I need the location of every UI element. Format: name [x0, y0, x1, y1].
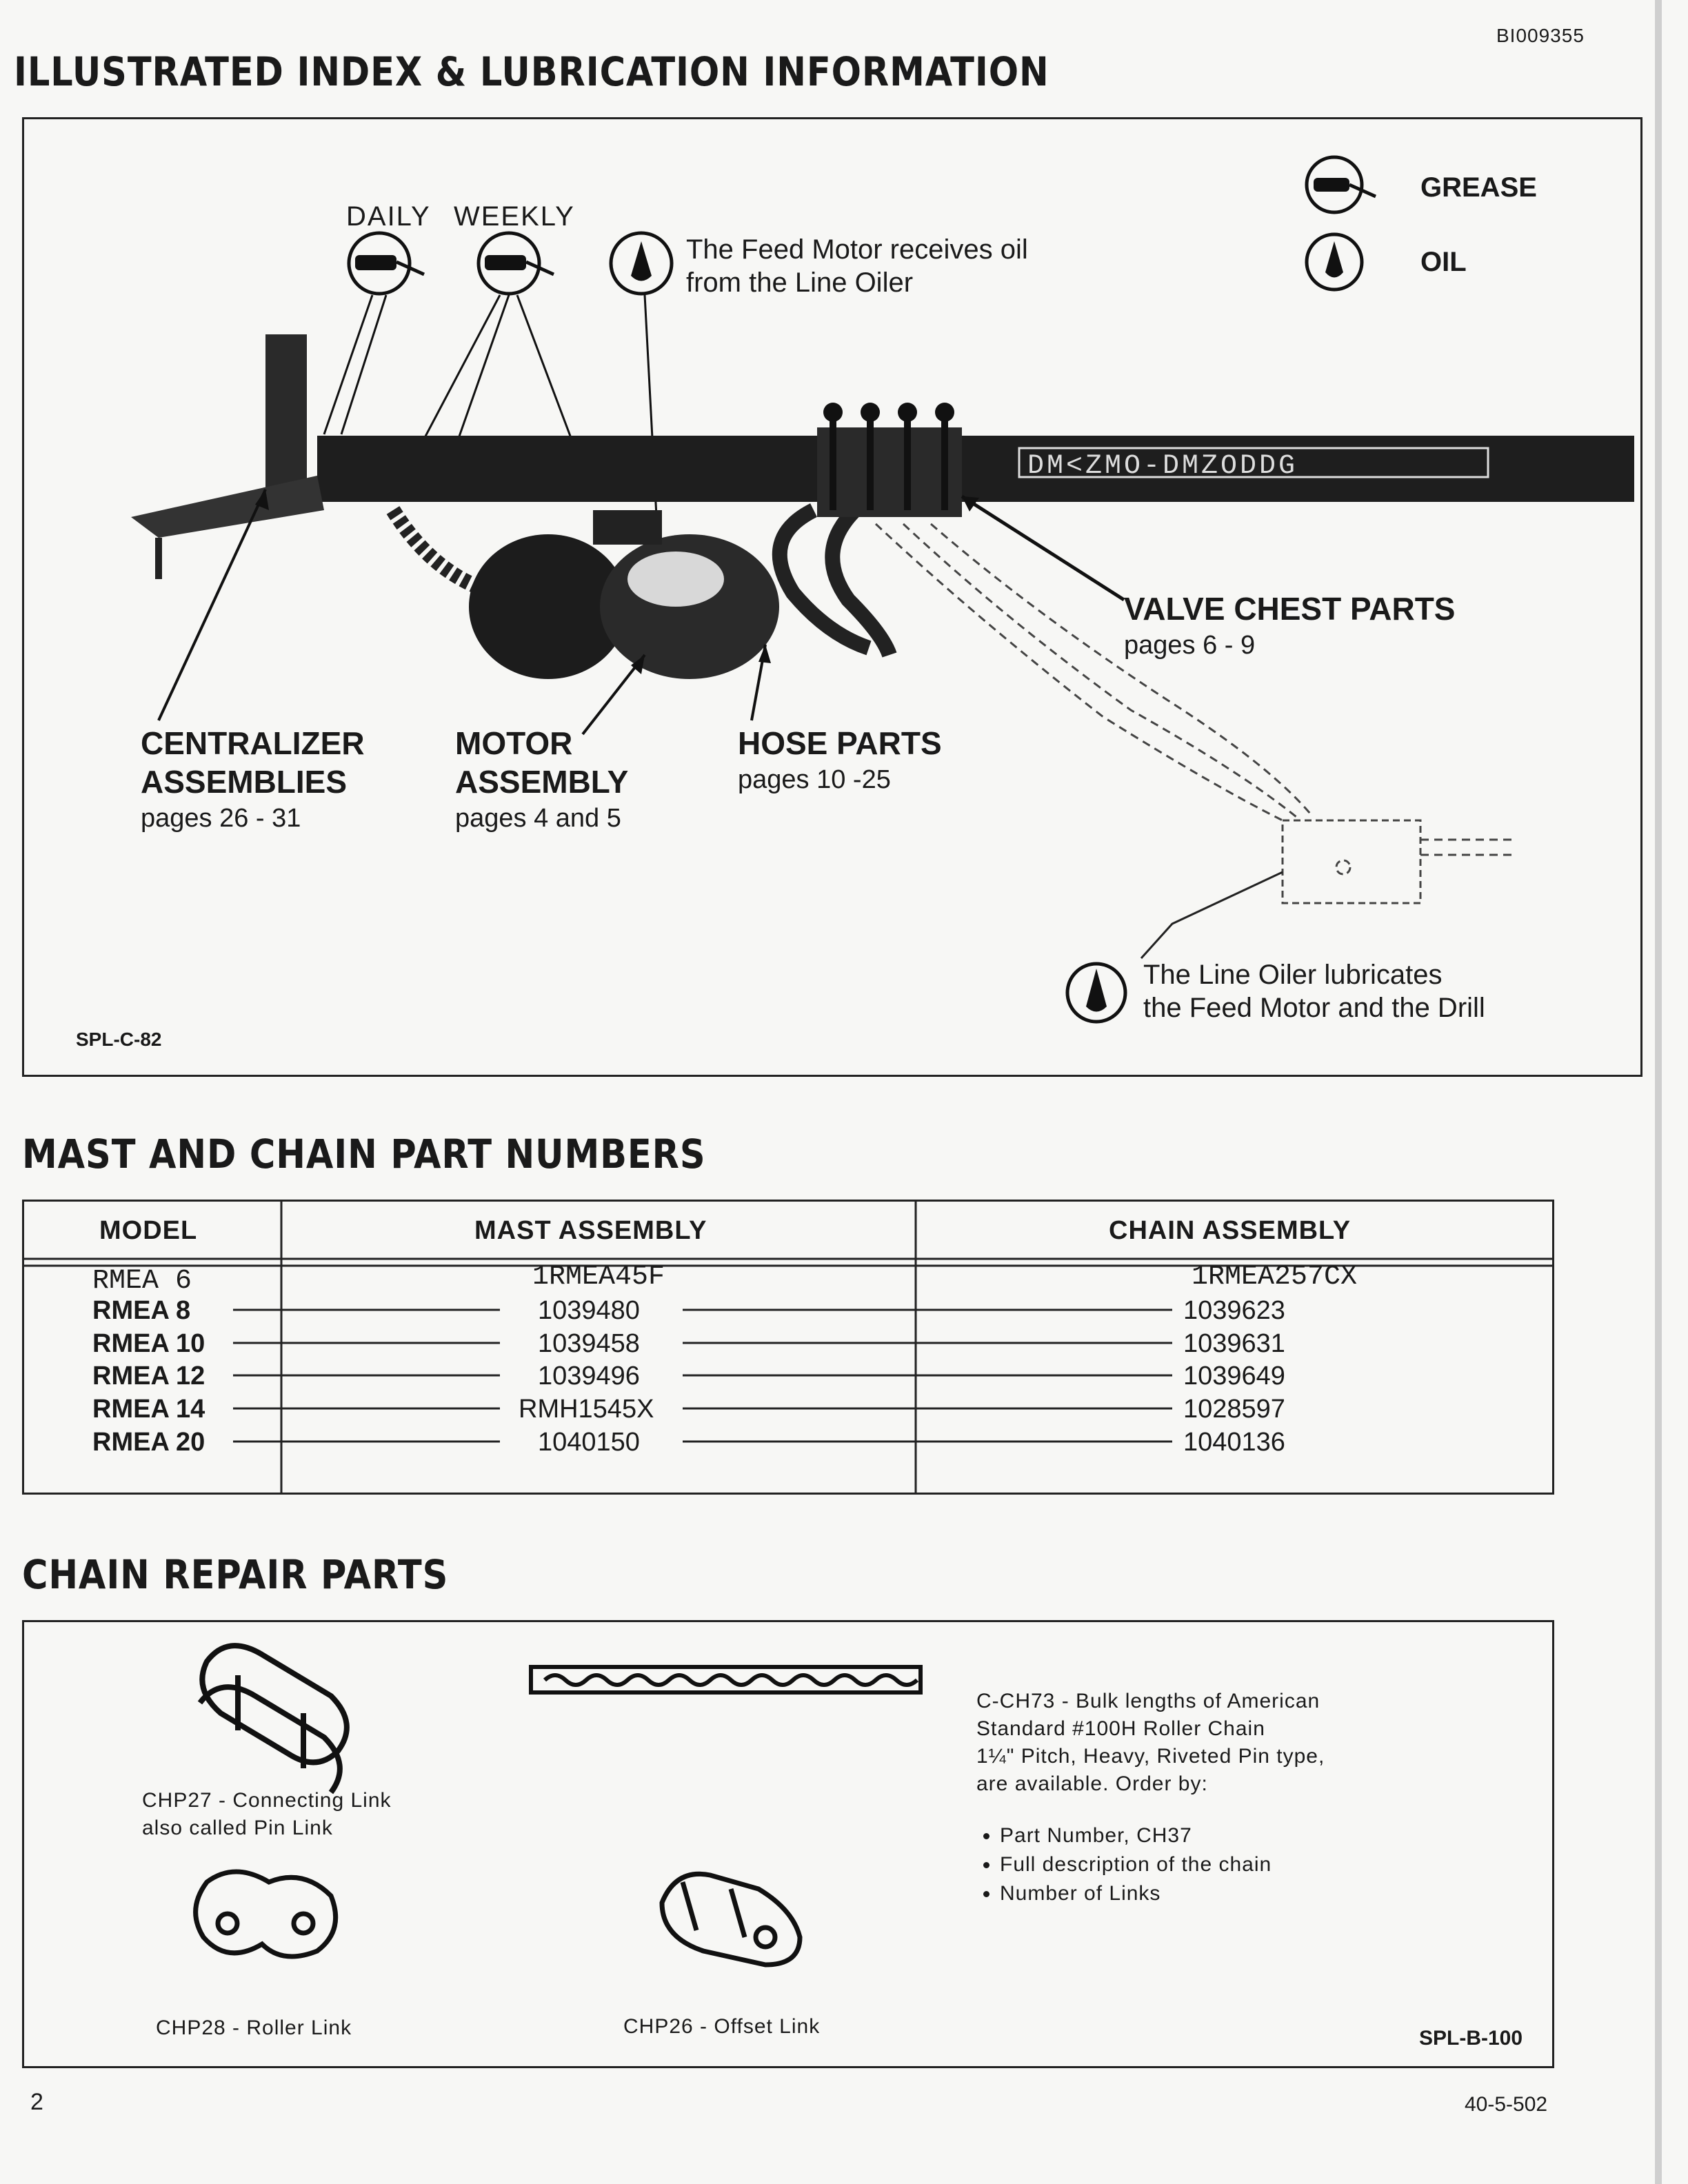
document-id: BI009355	[1496, 25, 1585, 46]
motor-title: ASSEMBLY	[455, 764, 629, 800]
row-model: RMEA 8	[92, 1296, 191, 1325]
centralizer-title: ASSEMBLIES	[141, 764, 348, 800]
bulk-line: 1¼" Pitch, Heavy, Riveted Pin type,	[976, 1745, 1325, 1768]
hose-title: HOSE PARTS	[738, 725, 942, 761]
order-list-item: • Part Number, CH37	[1000, 1821, 1272, 1850]
order-list	[975, 1821, 1272, 1908]
row-model: RMEA 10	[92, 1329, 205, 1358]
row-mast: 1039480	[538, 1296, 640, 1325]
row-mast: 1040150	[538, 1428, 640, 1457]
row-chain: 1028597	[1183, 1395, 1285, 1424]
typed-mast: 1RMEA45F	[532, 1262, 665, 1293]
valve-chest-pages: pages 6 - 9	[1124, 631, 1256, 660]
chp27-caption-line: also called Pin Link	[142, 1817, 333, 1839]
row-model: RMEA 12	[92, 1362, 205, 1391]
hose-pages: pages 10 -25	[738, 765, 891, 794]
col-header-model: MODEL	[99, 1216, 198, 1245]
page-title: ILLUSTRATED INDEX & LUBRICATION INFORMATION	[14, 48, 1049, 95]
legend-grease-label: GREASE	[1420, 172, 1537, 203]
bulk-chain-illustration	[531, 1667, 921, 1692]
chp26-caption: CHP26 - Offset Link	[623, 2015, 821, 2038]
feed-motor-note-line: from the Line Oiler	[686, 267, 914, 298]
bulk-line: Standard #100H Roller Chain	[976, 1717, 1265, 1740]
chp28-caption: CHP28 - Roller Link	[156, 2016, 352, 2039]
col-header-chain: CHAIN ASSEMBLY	[1109, 1216, 1352, 1245]
row-chain: 1039631	[1183, 1329, 1285, 1358]
motor-pages: pages 4 and 5	[455, 804, 621, 833]
chp27-caption	[142, 1787, 392, 1842]
bulk-line: C-CH73 - Bulk lengths of American	[976, 1690, 1320, 1712]
legend-oil-label: OIL	[1420, 247, 1467, 277]
row-chain: 1040136	[1183, 1428, 1285, 1457]
weekly-label: WEEKLY	[454, 201, 575, 232]
chain-panel-code: SPL-B-100	[1419, 2027, 1523, 2050]
row-chain: 1039649	[1183, 1362, 1285, 1391]
illustration-code: SPL-C-82	[76, 1029, 162, 1050]
row-chain: 1039623	[1183, 1296, 1285, 1325]
typed-model: RMEA 6	[92, 1266, 192, 1297]
row-mast: RMH1545X	[519, 1395, 654, 1424]
centralizer-pages: pages 26 - 31	[141, 804, 301, 833]
offset-link-illustration	[662, 1874, 800, 1965]
row-model: RMEA 20	[92, 1428, 205, 1457]
row-mast: 1039496	[538, 1362, 640, 1391]
mast-decal: DM<ZMO-DMZODDG	[1027, 451, 1298, 482]
daily-label: DAILY	[346, 201, 431, 232]
row-mast: 1039458	[538, 1329, 640, 1358]
chp27-caption-line: CHP27 - Connecting Link	[142, 1789, 392, 1812]
row-model: RMEA 14	[92, 1395, 205, 1424]
page-edge	[1655, 0, 1662, 2184]
centralizer-title: CENTRALIZER	[141, 725, 365, 761]
order-list-item: • Full description of the chain	[1000, 1850, 1272, 1879]
connecting-link-illustration	[200, 1646, 347, 1792]
motor-title: MOTOR	[455, 725, 573, 761]
roller-link-illustration	[196, 1872, 336, 1957]
valve-chest-title: VALVE CHEST PARTS	[1124, 591, 1456, 627]
chain-section-title: CHAIN REPAIR PARTS	[22, 1551, 449, 1598]
line-oiler-note-line: the Feed Motor and the Drill	[1143, 993, 1485, 1023]
mast-section-title: MAST AND CHAIN PART NUMBERS	[22, 1131, 706, 1177]
feed-motor-note-line: The Feed Motor receives oil	[686, 234, 1028, 265]
bulk-chain-description	[976, 1688, 1325, 1798]
col-header-mast: MAST ASSEMBLY	[474, 1216, 707, 1245]
document-code: 40-5-502	[1465, 2093, 1548, 2116]
bulk-line: are available. Order by:	[976, 1772, 1208, 1795]
typed-chain: 1RMEA257CX	[1192, 1262, 1358, 1293]
order-list-item: • Number of Links	[1000, 1879, 1272, 1908]
page-number: 2	[30, 2089, 43, 2115]
line-oiler-note-line: The Line Oiler lubricates	[1143, 960, 1443, 990]
